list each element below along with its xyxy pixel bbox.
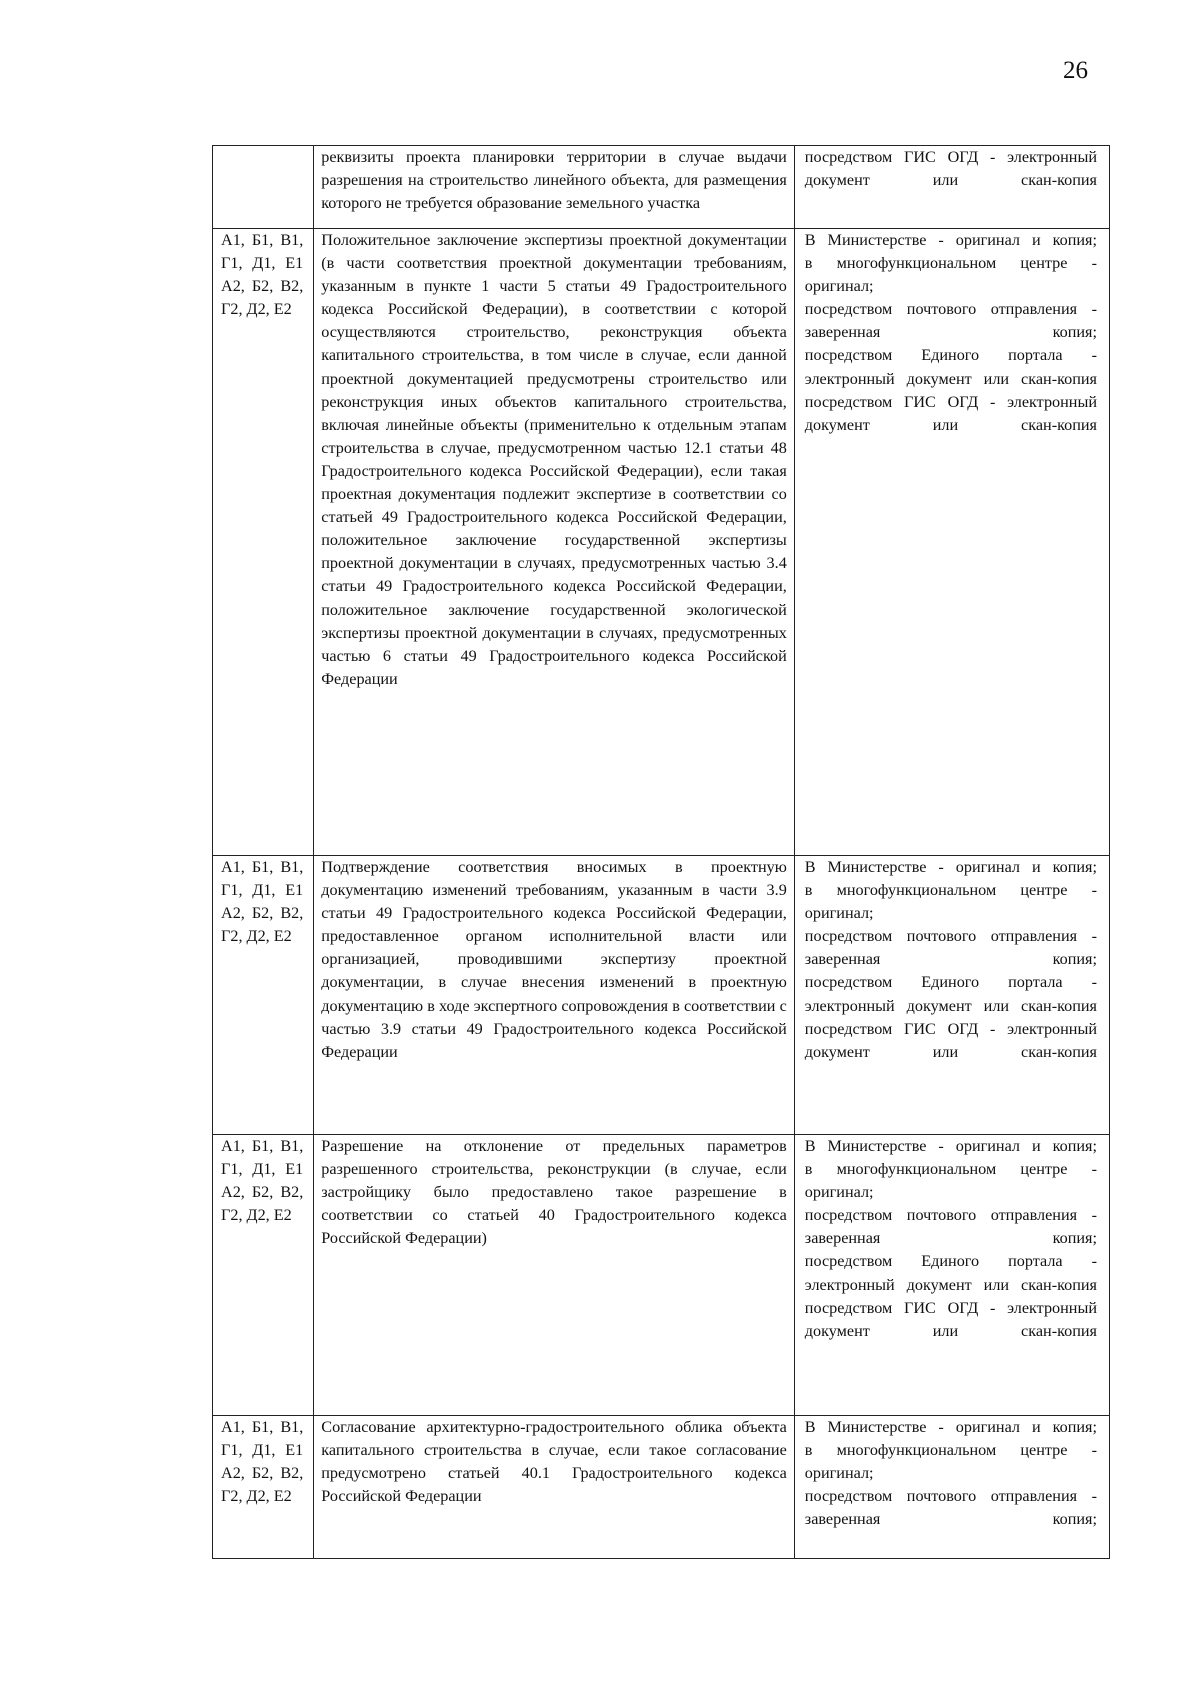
document-name-cell: Положительное заключение экспертизы проектной документации (в части соответствия проектной документации требованиям, указанным в пункте 1 части 5 статьи 49 Градостроительного кодекса Российской Федерации), в соответствии с которой осуществляются строительство, реконструкция объекта капитального строительства, в том числе в случае, если данной проектной документацией предусмотрены строительство или реконструкция иных объектов капитального строительства, включая линейные объекты (применительно к отдельным этапам строительства в случае, предусмотренном частью 12.1 статьи 48 Градостроительного кодекса Российской Федерации), если такая проектная документация подлежит экспертизе в соответствии со статьей 49 Градостроительного кодекса Российской Федерации, положительное заключение государственной экспертизы проектной документации в случаях, предусмотренных частью 3.4 статьи 49 Градостроительного кодекса Российской Федерации, положительное заключение государственной экологической экспертизы проектной документации в случаях, предусмотренных частью 6 статьи 49 Градостроительного кодекса Российской Федерации: [314, 229, 795, 856]
documents-table: [212, 145, 1110, 1559]
applicant-codes-cell: А1, Б1, В1, Г1, Д1, Е1 А2, Б2, В2, Г2, Д2, Е2: [213, 1135, 314, 1416]
submission-method: посредством Единого портала - электронный документ или скан-копия: [804, 973, 1097, 1015]
applicant-codes-cell: [213, 146, 314, 229]
submission-method: посредством ГИС ОГД - электронный документ или скан-копия: [804, 148, 1097, 190]
submission-method: посредством ГИС ОГД - электронный документ или скан-копия: [804, 1298, 1097, 1340]
document-name-cell: Разрешение на отклонение от предельных параметров разрешенного строительства, реконструкции (в случае, если застройщику было предоставлено такое разрешение в соответствии со статьей 40 Градостроительного кодекса Российской Федерации): [314, 1135, 795, 1416]
document-name-cell: Подтверждение соответствия вносимых в проектную документацию изменений требованиям, указанным в части 3.9 статьи 49 Градостроительного кодекса Российской Федерации, предоставленное органом исполнительной власти или организацией, проводившими экспертизу проектной документации, в случае внесения изменений в проектную документацию в ходе экспертного сопровождения в соответствии с частью 3.9 статьи 49 Градостроительного кодекса Российской Федерации: [314, 856, 795, 1135]
submission-methods-cell: [794, 1135, 1109, 1416]
applicant-codes-cell: А1, Б1, В1, Г1, Д1, Е1 А2, Б2, В2, Г2, Д2, Е2: [213, 856, 314, 1135]
submission-methods-cell: [794, 1416, 1109, 1559]
submission-method: в многофункциональном центре - оригинал;: [804, 1160, 1097, 1202]
submission-method: В Министерстве - оригинал и копия;: [804, 858, 1097, 876]
table-row: [213, 1416, 1110, 1559]
submission-method: в многофункциональном центре - оригинал;: [804, 254, 1097, 296]
page-number: 26: [1063, 57, 1088, 84]
applicant-codes-cell: А1, Б1, В1, Г1, Д1, Е1 А2, Б2, В2, Г2, Д2, Е2: [213, 229, 314, 856]
table-row: [213, 146, 1110, 229]
submission-method: в многофункциональном центре - оригинал;: [804, 881, 1097, 923]
submission-method: В Министерстве - оригинал и копия;: [804, 1418, 1097, 1436]
submission-methods-cell: [794, 229, 1109, 856]
submission-methods-cell: [794, 856, 1109, 1135]
submission-method: посредством Единого портала - электронный документ или скан-копия: [804, 1252, 1097, 1294]
table-row: [213, 1135, 1110, 1416]
submission-method: В Министерстве - оригинал и копия;: [804, 1137, 1097, 1155]
applicant-codes-cell: А1, Б1, В1, Г1, Д1, Е1 А2, Б2, В2, Г2, Д2, Е2: [213, 1416, 314, 1559]
submission-method: посредством почтового отправления - заверенная копия;: [804, 1487, 1097, 1529]
submission-method: В Министерстве - оригинал и копия;: [804, 231, 1097, 249]
submission-methods-cell: [794, 146, 1109, 229]
submission-method: посредством ГИС ОГД - электронный документ или скан-копия: [804, 392, 1097, 434]
submission-method: посредством почтового отправления - заверенная копия;: [804, 927, 1097, 969]
document-name-cell: Согласование архитектурно-градостроительного облика объекта капитального строительства в случае, если такое согласование предусмотрено статьей 40.1 Градостроительного кодекса Российской Федерации: [314, 1416, 795, 1559]
submission-method: в многофункциональном центре - оригинал;: [804, 1441, 1097, 1483]
table-row: [213, 229, 1110, 856]
table-row: [213, 856, 1110, 1135]
submission-method: посредством ГИС ОГД - электронный документ или скан-копия: [804, 1019, 1097, 1061]
submission-method: посредством Единого портала - электронный документ или скан-копия: [804, 346, 1097, 388]
document-name-cell: реквизиты проекта планировки территории в случае выдачи разрешения на строительство линейного объекта, для размещения которого не требуется образование земельного участка: [314, 146, 795, 229]
submission-method: посредством почтового отправления - заверенная копия;: [804, 1206, 1097, 1248]
submission-method: посредством почтового отправления - заверенная копия;: [804, 300, 1097, 342]
